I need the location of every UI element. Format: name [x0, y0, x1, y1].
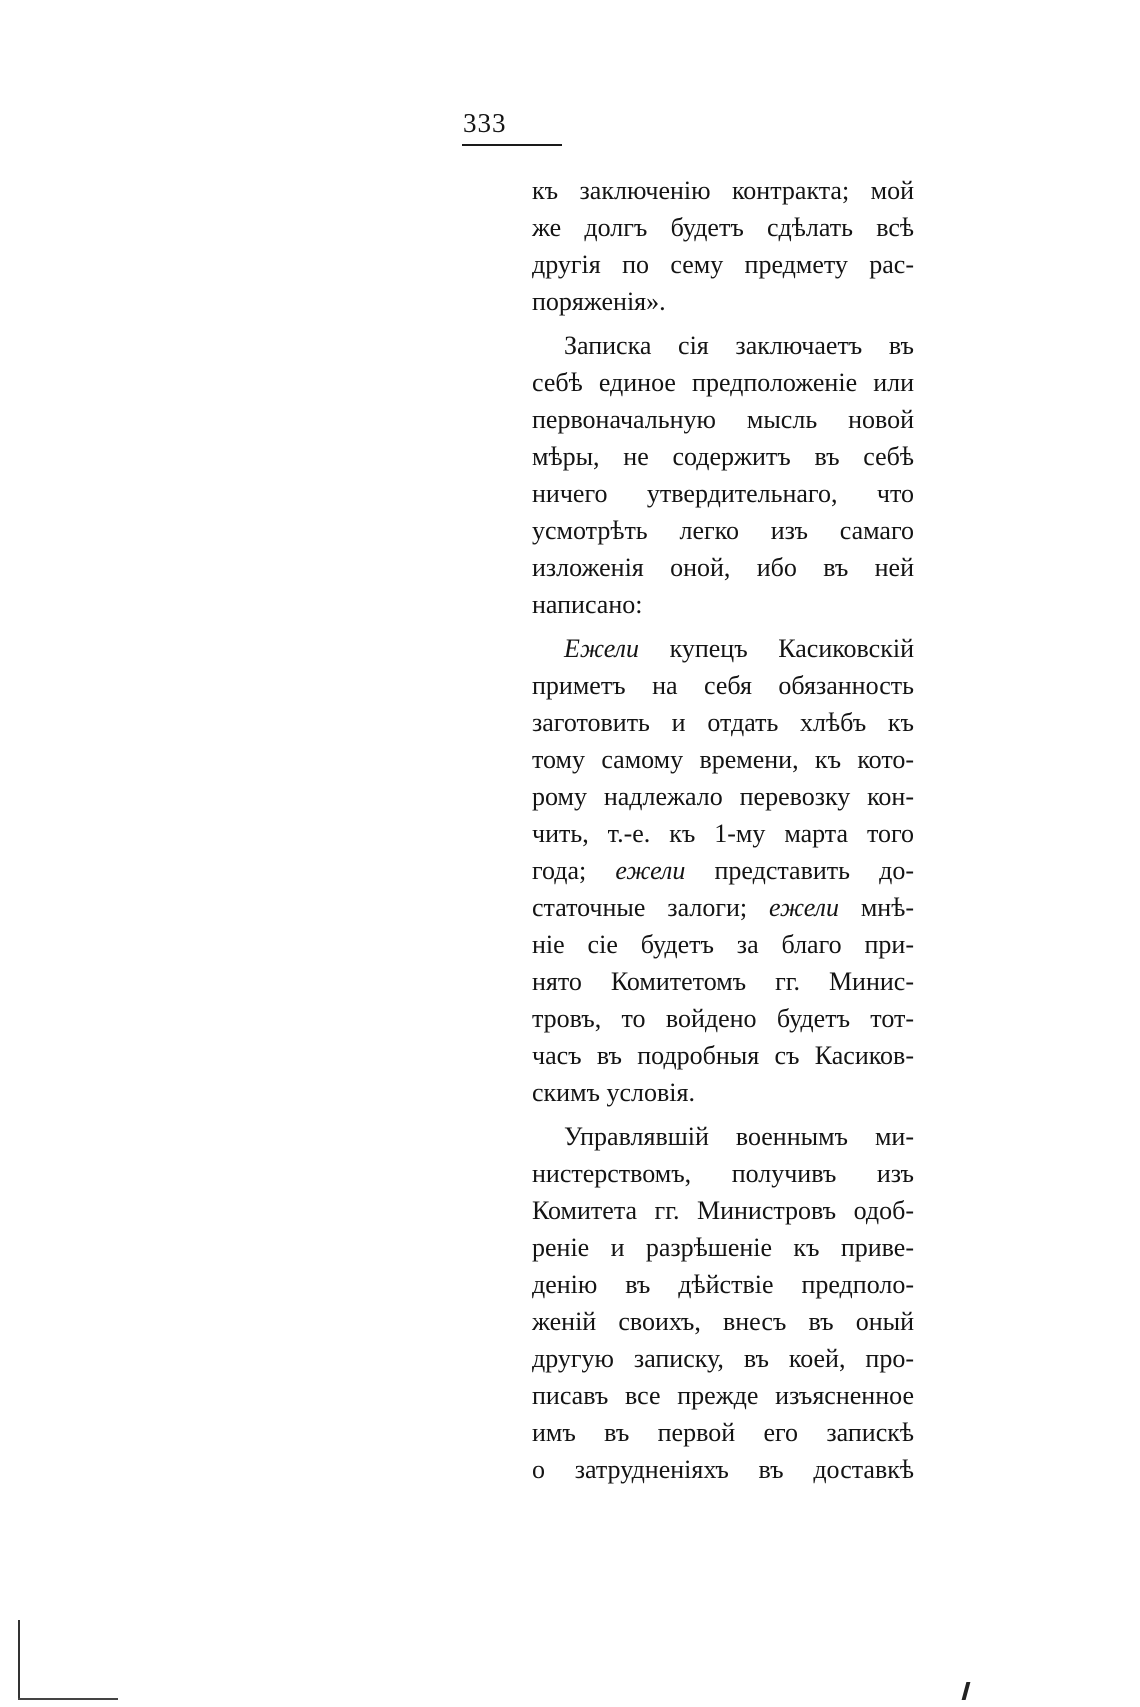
text-line — [532, 630, 914, 667]
text-line: денію въ дѣйствіе предполо- — [532, 1270, 914, 1299]
text-span: представить до- — [685, 856, 914, 885]
text-line: нято Комитетомъ гг. Минис- — [532, 967, 914, 996]
text-line: ніе сіе будетъ за благо при- — [532, 930, 914, 959]
paragraph — [532, 327, 914, 623]
text-line: ничего утвердительнаго, что — [532, 479, 914, 508]
text-line: заготовить и отдать хлѣбъ къ — [532, 708, 914, 737]
text-span: года; — [532, 856, 616, 885]
text-line: чить, т.-е. къ 1-му марта того — [532, 819, 914, 848]
text-line: женій своихъ, внесъ въ оный — [532, 1307, 914, 1336]
text-line: тому самому времени, къ кото- — [532, 745, 914, 774]
scan-edge-mark — [18, 1698, 118, 1700]
scan-edge-mark — [962, 1682, 971, 1700]
text-line: мѣры, не содержитъ въ себѣ — [532, 442, 914, 471]
text-span: статочные залоги; — [532, 893, 769, 922]
text-line: скимъ условія. — [532, 1078, 695, 1107]
text-span: мнѣ- — [838, 893, 914, 922]
text-line: изложенія оной, ибо въ ней — [532, 553, 914, 582]
text-line: другія по сему предмету рас- — [532, 250, 914, 279]
scan-edge-mark — [18, 1620, 20, 1700]
text-line — [532, 889, 914, 926]
text-line: рому надлежало перевозку кон- — [532, 782, 914, 811]
page-number-rule — [462, 144, 562, 146]
text-line: же долгъ будетъ сдѣлать всѣ — [532, 213, 914, 242]
page-number: 333 — [463, 108, 507, 138]
text-line: поряженія». — [532, 287, 666, 316]
text-line: писавъ все прежде изъясненное — [532, 1381, 914, 1410]
text-line: Комитета гг. Министровъ одоб- — [532, 1196, 914, 1225]
text-line: Управлявшій военнымъ ми- — [564, 1122, 914, 1151]
text-column — [532, 172, 914, 1488]
text-span: купецъ Касиковскій — [638, 634, 914, 663]
text-line: нистерствомъ, получивъ изъ — [532, 1159, 914, 1188]
text-line: Записка сія заключаетъ въ — [564, 331, 914, 360]
paragraph — [532, 172, 914, 320]
italic-word: Ежели — [564, 634, 639, 663]
text-line: реніе и разрѣшеніе къ приве- — [532, 1233, 914, 1262]
text-line: усмотрѣть легко изъ самаго — [532, 516, 914, 545]
italic-word: ежели — [615, 856, 686, 885]
text-line: себѣ единое предположеніе или — [532, 368, 914, 397]
italic-word: ежели — [769, 893, 839, 922]
paragraph — [532, 1118, 914, 1488]
text-line: имъ въ первой его запискѣ — [532, 1418, 914, 1447]
text-line: приметъ на себя обязанность — [532, 671, 914, 700]
text-line: первоначальную мысль новой — [532, 405, 914, 434]
paragraph — [532, 630, 914, 1111]
text-line: написано: — [532, 590, 643, 619]
text-line: тровъ, то войдено будетъ тот- — [532, 1004, 914, 1033]
text-line: къ заключенію контракта; мой — [532, 176, 914, 205]
text-line — [532, 852, 914, 889]
text-line: другую записку, въ коей, про- — [532, 1344, 914, 1373]
text-line: часъ въ подробныя съ Касиков- — [532, 1041, 914, 1070]
text-line: о затрудненіяхъ въ доставкѣ — [532, 1455, 914, 1484]
